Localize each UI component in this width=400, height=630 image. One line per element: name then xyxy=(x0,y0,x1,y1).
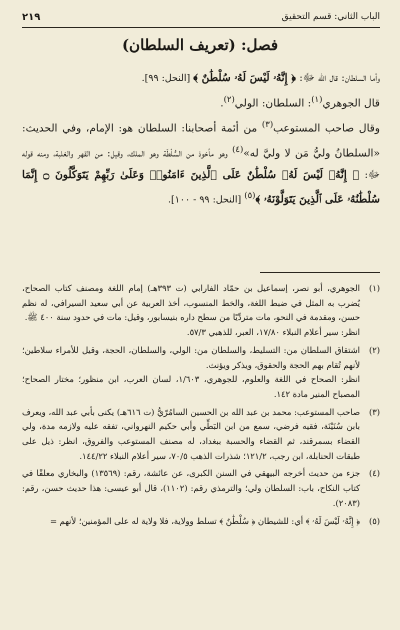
footnote xyxy=(22,514,380,529)
text-run: من أئمة أصحابنا: السلطان هو: الإمام، وفي الحديث: «السلطانُ وليُّ مَن لا وليَّ له» xyxy=(22,122,380,160)
text-run: وقال صاحب المستوعب xyxy=(273,122,380,135)
quran-verse: ﴿ إِنَّهُۥ لَيْسَ لَهُۥ سُلْطَٰنٌ ﴾ xyxy=(193,72,296,84)
footnote-text: ﴿ إِنَّهُۥ لَيْسَ لَهُۥ ﴾ أي: للشيطان ﴿ سُلْطَٰنٌ ﴾ تسلط وولاية، فلا ولاية له على المؤمنين؛ لأنهم = xyxy=(49,515,360,526)
paragraph-2 xyxy=(22,90,380,115)
quran-verse: ﴿ إِنَّهُۥ لَيْسَ لَهُۥ سُلْطَٰنٌ عَلَى ٱلَّذِينَ ءَامَنُوا۟ وَعَلَىٰ رَبِّهِمْ يَتَوَكَّلُونَ ۝ إِنَّمَا سُلْطَٰنُهُۥ عَلَى ٱلَّذِينَ يَتَوَلَّوْنَهُۥ ﴾ xyxy=(22,168,380,206)
section-title: فصل: (تعريف السلطان) xyxy=(121,36,279,54)
text-run: . xyxy=(220,97,224,110)
footnote-text: الجوهري، أبو نصر، إسماعيل بن حمّاد الفارابي (ت ٣٩٣هـ) إمام اللغة ومصنف كتاب الصحاح، يُضرب به المثل في ضبط اللغة، والخط المنسوب، أخذ العربية عن أبي سعيد السيرافي، له نظم حسن، ومقدمة في النحو، مات متردِّيًا من سطح داره بنيسابور، وقيل: مات في حدود سنة ٤٠٠ ﷺ. xyxy=(22,283,360,323)
footnote xyxy=(22,405,380,464)
page-number: ٢١٩ xyxy=(22,11,41,23)
footnote-text: جزء من حديث أخرجه البيهقي في السنن الكبرى، عن عائشة، رقم: (١٣٥٦٩) والبخاري معلقًا في كتاب النكاح، باب: السلطان ولي؛ والترمذي رقم: (١١٠٢)، قال أبو عيسى: هذا حديث حسن، رقم: (٢٠٨٣). xyxy=(22,468,360,508)
verse-citation: [النحل: ٩٩]. xyxy=(141,73,194,84)
running-header xyxy=(22,10,380,24)
verse-citation: [النحل: ٩٩ - ١٠٠]. xyxy=(168,194,245,206)
footnote-number: (١) xyxy=(368,283,380,293)
footnote-text: انظر: الصحاح في اللغة والعلوم، للجوهري، ١/٦٠٣، لسان العرب، ابن منظور؛ مختار الصحاح؛ المصباح المنير مادة ١٤٢. xyxy=(22,374,360,399)
main-text xyxy=(22,68,380,211)
footnote-ref[interactable]: (٣) xyxy=(261,119,274,130)
running-title: الباب الثاني: قسم التحقيق xyxy=(281,12,380,22)
paragraph-1 xyxy=(22,68,380,90)
footnote-ref[interactable]: (٢) xyxy=(223,94,235,105)
footnote-number: (٥) xyxy=(368,515,380,526)
text-run: قال الجوهري xyxy=(322,97,380,110)
footnote-text: انظر: سير أعلام النبلاء ١٧/٨٠، العبر، للذهبي ٥٧/٣. xyxy=(186,327,360,338)
footnote-ref[interactable]: (١) xyxy=(311,94,323,105)
footnote-number: (٣) xyxy=(368,406,380,417)
footnote-ref[interactable]: (٥) xyxy=(244,191,256,202)
footnote xyxy=(22,281,380,340)
footnote-text: صاحب المستوعب: محمد بن عبد الله بن الحسين السامُرّيُّ (ت ٦١٦هـ) يكنى بأبي عبد الله، ويعرف بابن سُنَيْنَة، فقيه فرضي، سمع من ابن البَطِّي وأبي حكيم النهرواني، تفقه عليه ولازمه مدة، ولي القضاء بسمرقند، ثم القضاء والحسبة ببغداد، له مصنف المستوعب والفروق، انظر: ذيل على طبقات الحنابلة، ابن رجب، ١٢١/٢؛ شذرات الذهب ٧٠/٥، سير أعلام النبلاء ١٤٤/٢٢. xyxy=(22,406,360,461)
footnote-separator xyxy=(260,272,380,273)
footnote xyxy=(22,466,380,510)
text-run: : السلطان: الولي xyxy=(234,97,312,110)
footnote-text: اشتقاق السلطان من: التسليط، والسلطان من: الولي، والسلطان، الحجة، وقيل للأمراء سلاطين؛ لأنهم تُقام بهم الحجة والحقوق، ويذكر ويؤنث. xyxy=(22,344,360,370)
paragraph-3 xyxy=(22,115,380,212)
footnote xyxy=(22,343,380,402)
footnote-ref[interactable]: (٤) xyxy=(232,144,244,155)
footnote-number: (٢) xyxy=(368,344,380,355)
footnotes xyxy=(22,281,380,531)
header-rule xyxy=(22,27,380,28)
text-run: وأما السلطان: قال الله ﷻ: xyxy=(295,72,380,84)
text-run: وهو مأخوذ من السُّلْطَة وهو الملك، وقيل: من القهر والغلبة، ومنه قوله ﷻ: xyxy=(22,147,380,181)
footnote-number: (٤) xyxy=(368,468,380,479)
